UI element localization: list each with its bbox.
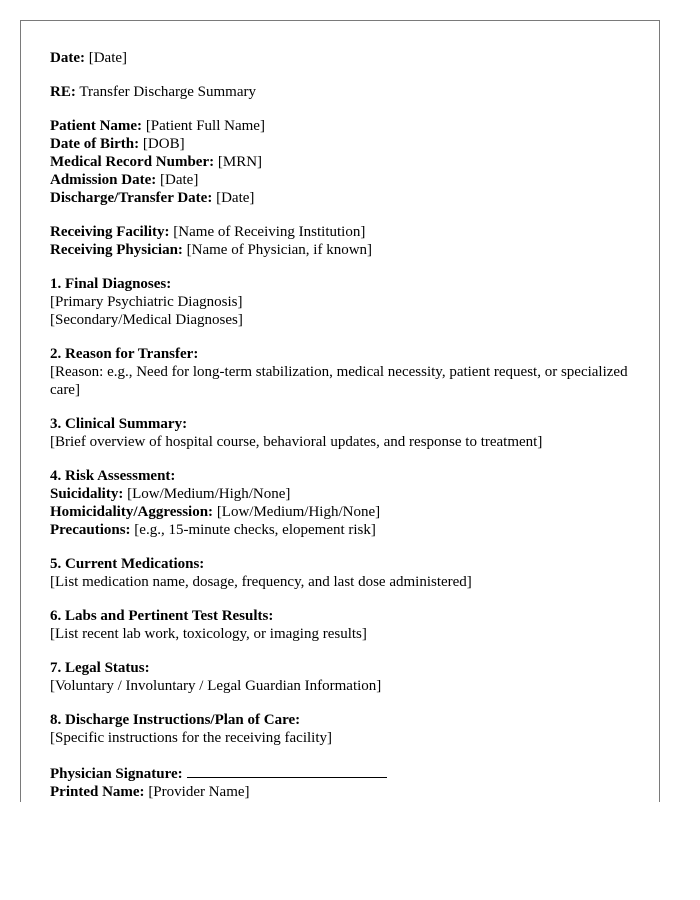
section-clinical-summary [50,415,640,451]
dob-label: Date of Birth: [50,136,140,152]
admission-date-line [50,171,640,189]
section-reason-for-transfer [50,345,640,399]
dob-line [50,135,640,153]
document-page [20,20,660,802]
section-text: [Brief overview of hospital course, behavioral updates, and response to treatment] [50,434,543,450]
section-text: [Voluntary / Involuntary / Legal Guardian Information] [50,678,382,694]
printed-name-value: [Provider Name] [148,784,250,800]
signature-block [50,763,640,801]
homicidality-line [50,503,640,521]
signature-line [50,763,640,783]
suicidality-label: Suicidality: [50,486,124,502]
dob-value: [DOB] [142,136,185,152]
receiving-physician-label: Receiving Physician: [50,242,183,258]
signature-field[interactable] [187,763,387,778]
section-text: [List medication name, dosage, frequency, and last dose administered] [50,574,472,590]
section-final-diagnoses [50,275,640,329]
section-legal-status [50,659,640,695]
admission-date-label: Admission Date: [50,172,157,188]
admission-date-value: [Date] [160,172,199,188]
precautions-line [50,521,640,539]
patient-name-line [50,117,640,135]
receiving-physician-line [50,241,640,259]
section-text: [Specific instructions for the receiving facility] [50,730,332,746]
date-value: [Date] [88,50,128,66]
receiving-facility-value: [Name of Receiving Institution] [173,224,366,240]
secondary-diagnosis: [Secondary/Medical Diagnoses] [50,312,243,328]
receiving-info [50,223,640,259]
precautions-value: [e.g., 15-minute checks, elopement risk] [134,522,376,538]
section-text: [List recent lab work, toxicology, or imaging results] [50,626,367,642]
section-labs [50,607,640,643]
section-heading: 6. Labs and Pertinent Test Results: [50,608,274,624]
re-line [50,83,640,101]
signature-label: Physician Signature: [50,766,183,782]
section-discharge-instructions [50,711,640,747]
discharge-date-line [50,189,640,207]
date-line [50,49,640,67]
section-heading: 2. Reason for Transfer: [50,346,199,362]
mrn-label: Medical Record Number: [50,154,215,170]
section-heading: 7. Legal Status: [50,660,150,676]
section-heading: 5. Current Medications: [50,556,205,572]
receiving-facility-label: Receiving Facility: [50,224,170,240]
homicidality-label: Homicidality/Aggression: [50,504,214,520]
mrn-line [50,153,640,171]
mrn-value: [MRN] [217,154,263,170]
homicidality-value: [Low/Medium/High/None] [216,504,381,520]
section-text: [Reason: e.g., Need for long-term stabilization, medical necessity, patient request, or specialized care] [50,364,628,398]
receiving-facility-line [50,223,640,241]
discharge-date-label: Discharge/Transfer Date: [50,190,213,206]
patient-info [50,117,640,207]
re-value: Transfer Discharge Summary [79,84,256,100]
suicidality-value: [Low/Medium/High/None] [127,486,291,502]
printed-name-label: Printed Name: [50,784,145,800]
printed-name-line [50,783,640,801]
suicidality-line [50,485,640,503]
receiving-physician-value: [Name of Physician, if known] [186,242,373,258]
patient-name-value: [Patient Full Name] [145,118,265,134]
discharge-date-value: [Date] [216,190,255,206]
document-body [50,49,640,817]
section-heading: 1. Final Diagnoses: [50,276,172,292]
section-heading: 8. Discharge Instructions/Plan of Care: [50,712,301,728]
section-heading: 3. Clinical Summary: [50,416,188,432]
re-label: RE: [50,84,76,100]
precautions-label: Precautions: [50,522,131,538]
section-risk-assessment [50,467,640,539]
section-heading: 4. Risk Assessment: [50,468,176,484]
section-current-medications [50,555,640,591]
patient-name-label: Patient Name: [50,118,143,134]
date-label: Date: [50,50,85,66]
primary-diagnosis: [Primary Psychiatric Diagnosis] [50,294,243,310]
